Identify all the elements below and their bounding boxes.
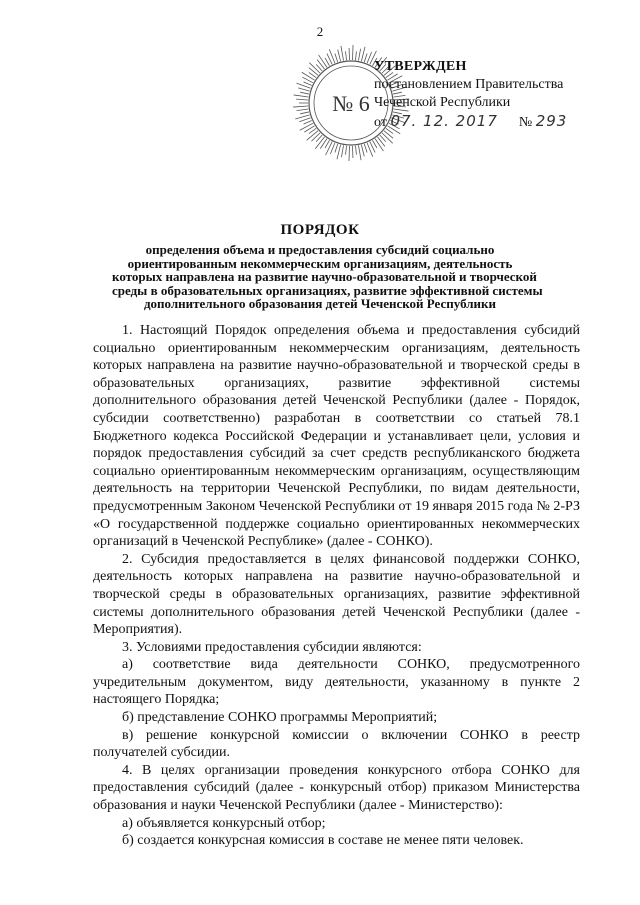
approval-date: 07. 12. 2017 [390,112,498,130]
subtitle-line: дополнительного образования детей Чеченской Республики [143,296,497,311]
stamp-ray [353,45,354,60]
stamp-ray [377,137,384,146]
stamp-ray [300,112,309,114]
stamp-ray [309,68,318,76]
document-title: ПОРЯДОК [280,222,360,238]
number-prefix: № [518,115,533,130]
stamp-ray [341,145,343,157]
stamp-ray [325,58,330,66]
stamp-ray [355,146,356,155]
approval-line-1: постановлением Правительства [374,77,564,92]
stamp-ray [338,50,341,62]
paragraph-4: 4. В целях организации проведения конкурсного отбора СОНКО для предоставления субсидий (далее - конкурсный отбор) приказом Министерства образования и науки Чеченской Республики (далее - Министерство): [93,762,580,814]
stamp-ray [355,51,356,60]
stamp-ray [325,140,330,148]
document-subtitle [112,242,543,311]
approval-title: УТВЕРЖДЕН [374,59,467,74]
page-number: 2 [316,24,324,39]
stamp-ray [335,144,338,153]
paragraph-4a: а) объявляется конкурсный отбор; [122,815,326,831]
stamp-ray [317,60,324,69]
approval-number: 293 [535,112,568,130]
stamp-ray [346,146,347,155]
stamp-ray [294,95,309,97]
stamp-ray [293,106,308,107]
approval-line-2: Чеченской Республики [374,95,511,110]
subtitle-line: среды в образовательных организациях, развитие эффективной системы [112,282,543,298]
subtitle-line: определения объема и предоставления субсидий социально [145,242,495,257]
paragraph-3: 3. Условиями предоставления субсидии являются: [122,639,422,655]
stamp-ray [309,63,320,73]
paragraph-3a: а) соответствие вида деятельности СОНКО, предусмотренного учредительным документом, виду деятельности, указанному в пункте 2 настоящего Порядка; [93,657,580,708]
stamp-ray [341,46,344,61]
stamp-number: № 6 [332,91,370,116]
stamp-ray [297,109,309,111]
stamp-ray [375,139,383,151]
stamp-ray [307,131,318,141]
paragraph-3b: б) представление СОНКО программы Мероприятий; [122,710,438,726]
stamp-ray [311,133,320,141]
stamp-ray [303,82,311,86]
stamp-ray [300,123,313,130]
paragraph-4b: б) создается конкурсная комиссия в составе не менее пяти человек. [122,833,524,849]
stamp-ray [335,54,338,63]
stamp-ray [303,120,311,124]
stamp-ray [373,140,378,148]
stamp-ray [319,55,327,67]
stamp-ray [296,99,308,100]
stamp-ray [346,51,347,60]
stamp-ray [358,49,360,61]
paragraph-1: 1. Настоящий Порядок определения объема и предоставления субсидий социально ориентированным некоммерческим организациям, деятельность которых направлена на развитие научно-образовательной и творческой среды в образовательных организациях, развитие эффективной системы дополнительного образования детей Чеченской Республики (далее - Порядок, субсидии соответственно) разработан в соответствии со статьей 78.1 Бюджетного кодекса Российской Федерации и устанавливает цели, условия и порядок предоставления субсидий за счет средств республиканского бюджета социально ориентированным некоммерческим организациям, осуществляющим деятельность на территории Чеченской Республики, по видам деятельности, предусмотренным Законом Чеченской Республики от 19 января 2015 года № 2-РЗ «О государственной поддержке социально ориентированных некоммерческих организаций в Чеченской Республике» (далее - СОНКО). [93,323,580,550]
stamp-ray [337,145,341,160]
stamp-ray [295,115,309,119]
stamp-ray [364,144,367,153]
subtitle-line: которых направлена на развитие научно-образовательной и творческой [112,269,537,284]
date-prefix: от [374,115,387,130]
paragraph-2: 2. Субсидия предоставляется в целях финансовой поддержки СОНКО, деятельность которых направлена на развитие научно-образовательной и творческой среды в образовательных организациях, развитие эффективной системы дополнительного образования детей Чеченской Республики (далее - Мероприятия). [93,551,580,638]
stamp-ray [299,118,310,122]
approval-block [374,58,567,132]
stamp-ray [349,146,350,161]
subtitle-line: ориентированным некоммерческим организациям, деятельность [127,255,513,271]
stamp-ray [361,47,365,62]
stamp-ray [382,133,393,143]
stamp-ray [300,92,309,94]
stamp-ray [298,88,310,91]
stamp-ray [302,72,315,80]
document-body [93,322,580,850]
stamp-ray [361,145,364,157]
stamp-ray [315,137,324,149]
stamp-ray [358,145,361,160]
approval-date-line [374,112,567,132]
paragraph-3c: в) решение конкурсной комиссии о включении СОНКО в реестр получателей субсидии. [93,727,580,761]
stamp-ray [364,54,367,63]
